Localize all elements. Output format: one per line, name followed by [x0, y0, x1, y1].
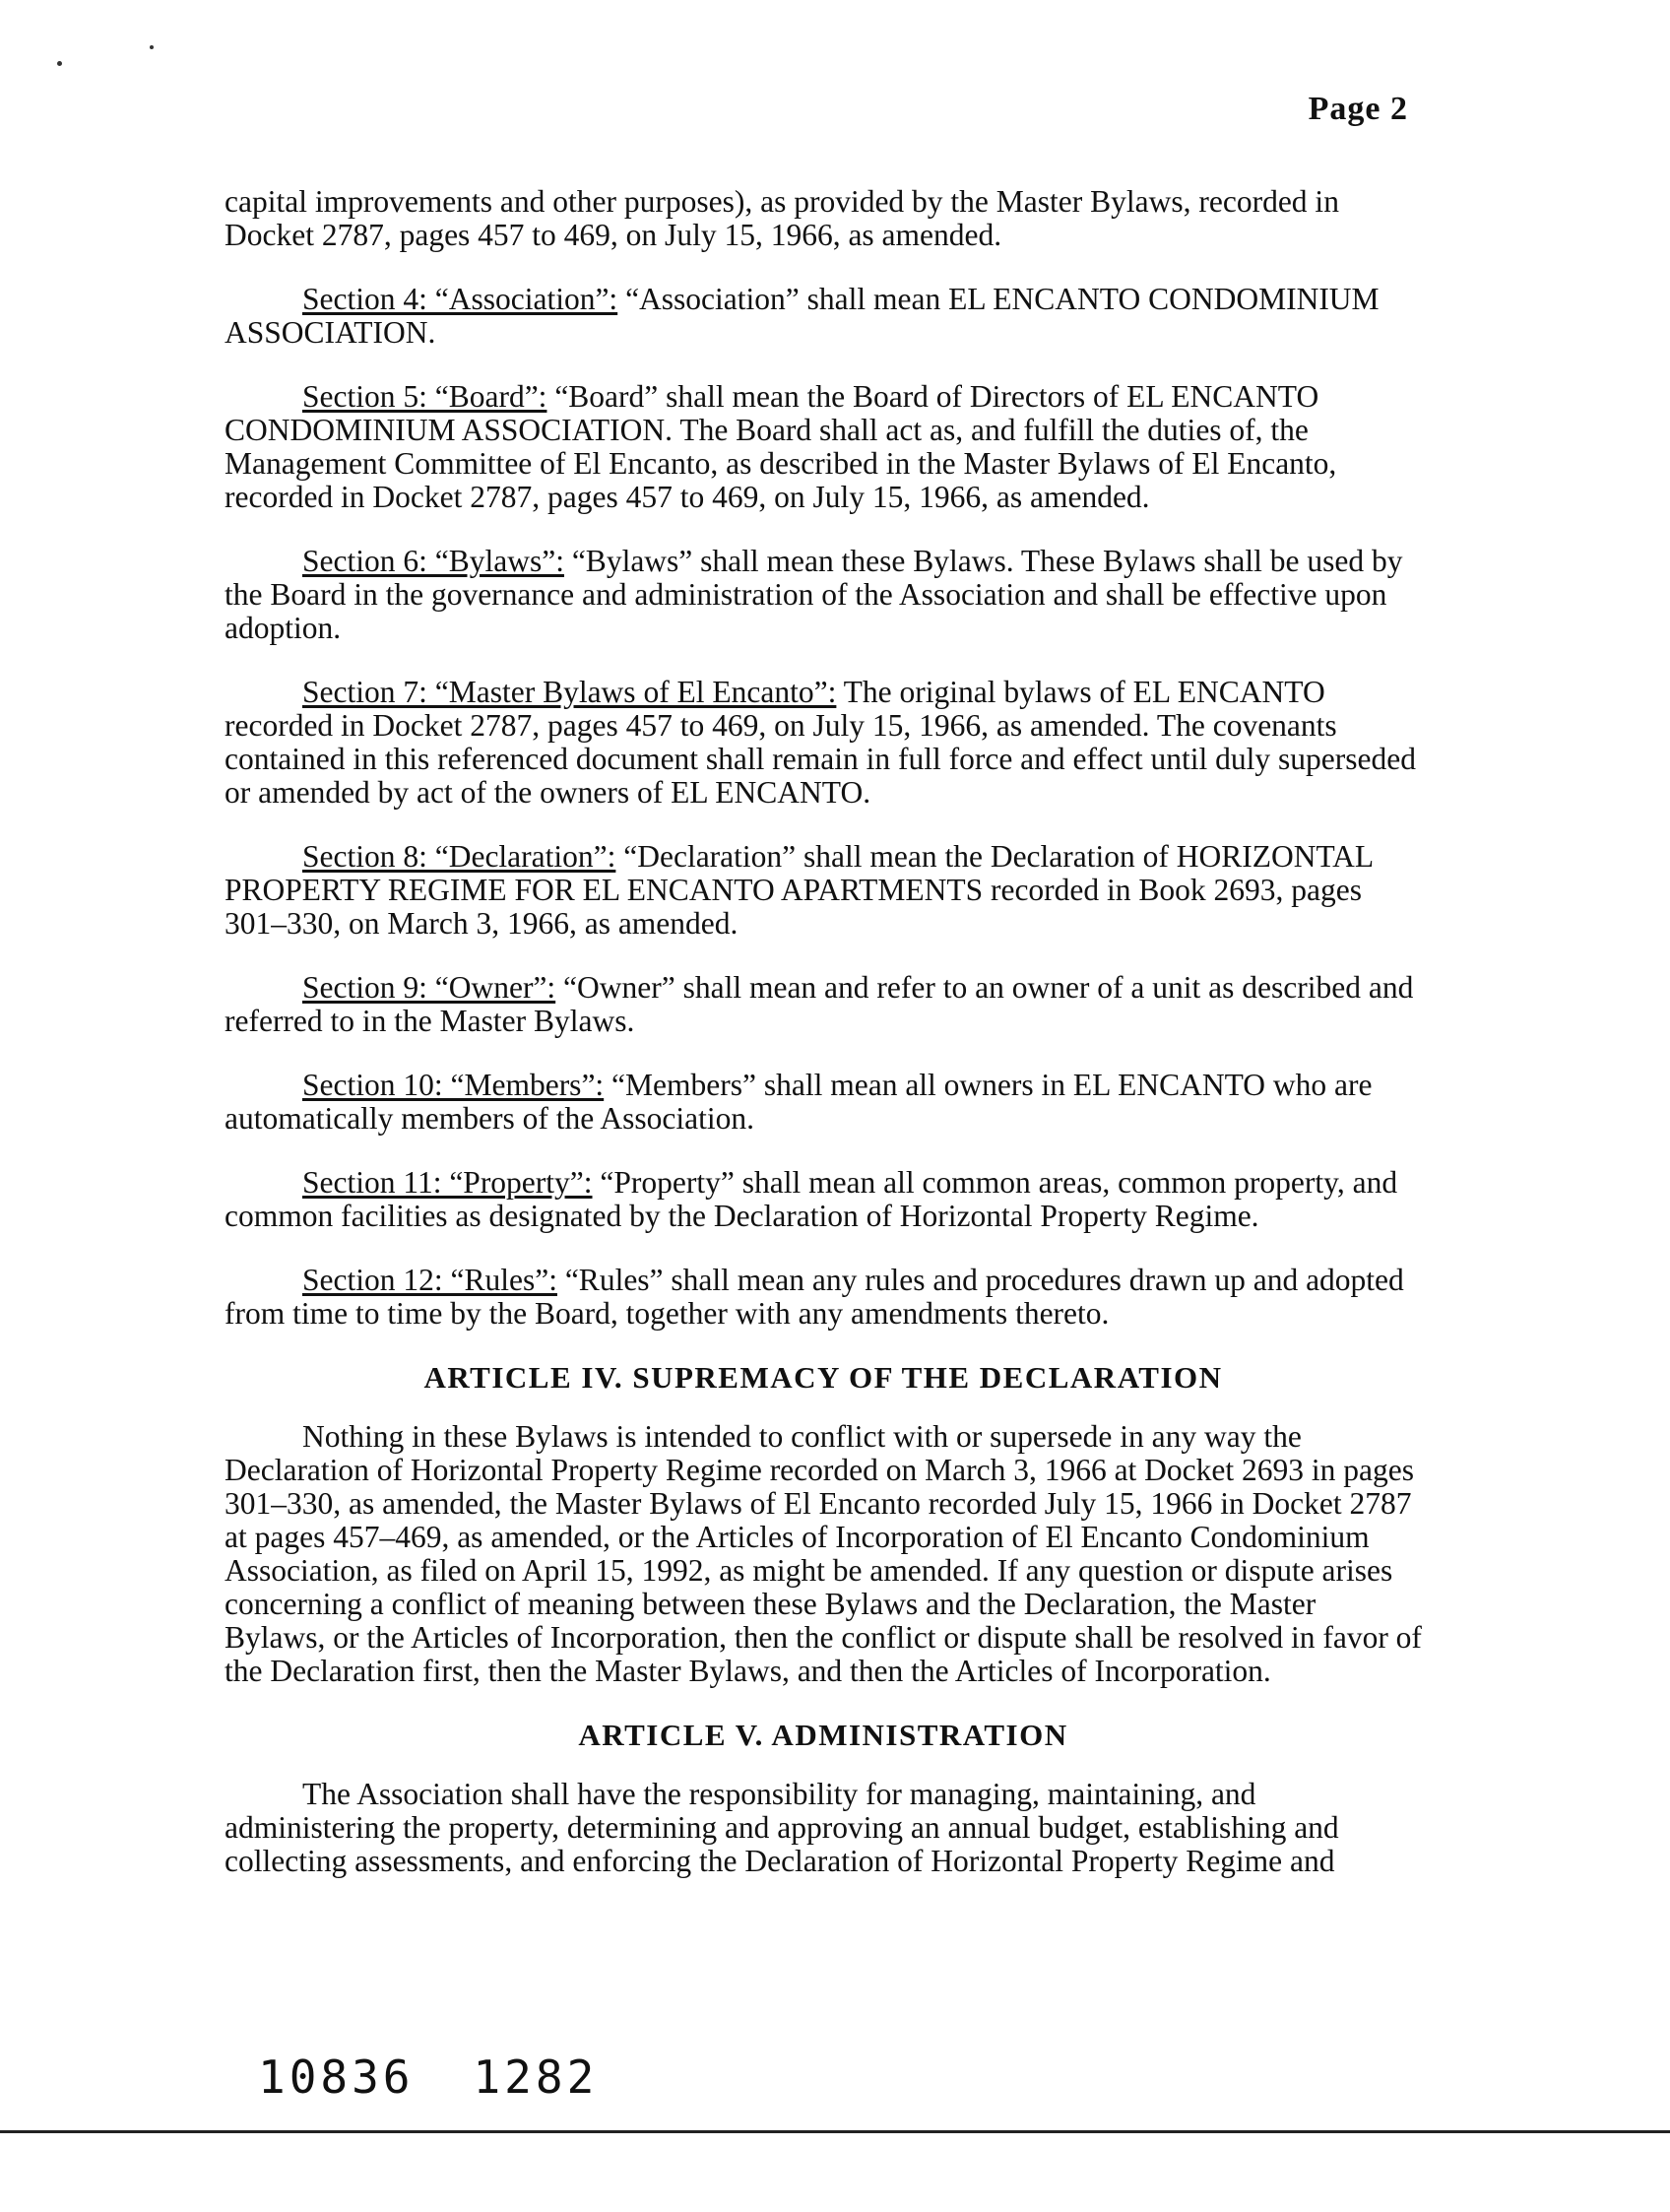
section-6-heading: Section 6: “Bylaws”:: [302, 544, 564, 578]
section-10-heading: Section 10: “Members”:: [302, 1068, 605, 1102]
document-body: [225, 185, 1422, 1909]
docket-page-number: 1282: [473, 2050, 599, 2104]
bottom-rule: [0, 2130, 1670, 2133]
article-v-heading: ARTICLE V. ADMINISTRATION: [578, 1718, 1068, 1752]
section-12-text: “Rules” shall mean any rules and procedures drawn up and adopted from time to time by the Board, together with any amendments thereto.: [225, 1263, 1404, 1331]
page-number: Page 2: [1308, 91, 1408, 127]
intro-paragraph: capital improvements and other purposes), as provided by the Master Bylaws, recorded in Docket 2787, pages 457 to 469, on July 15, 1966, as amended.: [225, 184, 1339, 252]
section-8: [225, 840, 1422, 941]
docket-number: 10836: [258, 2050, 415, 2104]
section-12-heading: Section 12: “Rules”:: [302, 1263, 557, 1297]
section-7-heading: Section 7: “Master Bylaws of El Encanto”:: [302, 675, 837, 709]
section-9-heading: Section 9: “Owner”:: [302, 970, 556, 1005]
scan-speck: [57, 61, 62, 66]
article-iv-heading: ARTICLE IV. SUPREMACY OF THE DECLARATION: [423, 1360, 1223, 1395]
recording-number: [258, 2050, 598, 2104]
section-10-text: “Members” shall mean all owners in EL ENCANTO who are automatically members of the Association.: [225, 1068, 1373, 1136]
section-12: [225, 1264, 1422, 1331]
section-11-heading: Section 11: “Property”:: [302, 1165, 593, 1200]
section-4: [225, 283, 1422, 350]
section-7: [225, 676, 1422, 810]
section-4-heading: Section 4: “Association”:: [302, 282, 618, 316]
section-6-text: “Bylaws” shall mean these Bylaws. These Bylaws shall be used by the Board in the governance and administration of the Association and shall be effective upon adoption.: [225, 544, 1403, 645]
section-5: [225, 380, 1422, 514]
article-iv-paragraph: Nothing in these Bylaws is intended to conflict with or supersede in any way the Declaration of Horizontal Property Regime recorded on March 3, 1966 at Docket 2693 in pages 301–330, as amended, the Master Bylaws of El Encanto recorded July 15, 1966 in Docket 2787 at pages 457–469, as amended, or the Articles of Incorporation of El Encanto Condominium Association, as filed on April 15, 1992, as might be amended. If any question or dispute arises concerning a conflict of meaning between these Bylaws and the Declaration, the Master Bylaws, or the Articles of Incorporation, then the conflict or dispute shall be resolved in favor of the Declaration first, then the Master Bylaws, and then the Articles of Incorporation.: [225, 1419, 1422, 1688]
section-11-text: “Property” shall mean all common areas, common property, and common facilities as designated by the Declaration of Horizontal Property Regime.: [225, 1165, 1398, 1233]
section-4-text: “Association” shall mean EL ENCANTO CONDOMINIUM ASSOCIATION.: [225, 282, 1380, 350]
section-9-text: “Owner” shall mean and refer to an owner of a unit as described and referred to in the Master Bylaws.: [225, 970, 1414, 1038]
scan-speck: [150, 45, 154, 49]
section-9: [225, 971, 1422, 1038]
section-6: [225, 545, 1422, 645]
section-11: [225, 1166, 1422, 1233]
article-v-paragraph: The Association shall have the responsibility for managing, maintaining, and administering the property, determining and approving an annual budget, establishing and collecting assessments, and enforcing the Declaration of Horizontal Property Regime and: [225, 1777, 1339, 1878]
section-8-heading: Section 8: “Declaration”:: [302, 839, 616, 874]
section-5-heading: Section 5: “Board”:: [302, 379, 547, 414]
section-8-text: “Declaration” shall mean the Declaration of HORIZONTAL PROPERTY REGIME FOR EL ENCANTO APARTMENTS recorded in Book 2693, pages 301–330, on March 3, 1966, as amended.: [225, 839, 1374, 941]
section-7-text: The original bylaws of EL ENCANTO recorded in Docket 2787, pages 457 to 469, on July 15, 1966, as amended. The covenants contained in this referenced document shall remain in full force and effect until duly superseded or amended by act of the owners of EL ENCANTO.: [225, 675, 1416, 810]
section-10: [225, 1069, 1422, 1136]
section-5-text: “Board” shall mean the Board of Directors of EL ENCANTO CONDOMINIUM ASSOCIATION. The Board shall act as, and fulfill the duties of, the Management Committee of El Encanto, as described in the Master Bylaws of El Encanto, recorded in Docket 2787, pages 457 to 469, on July 15, 1966, as amended.: [225, 379, 1337, 514]
